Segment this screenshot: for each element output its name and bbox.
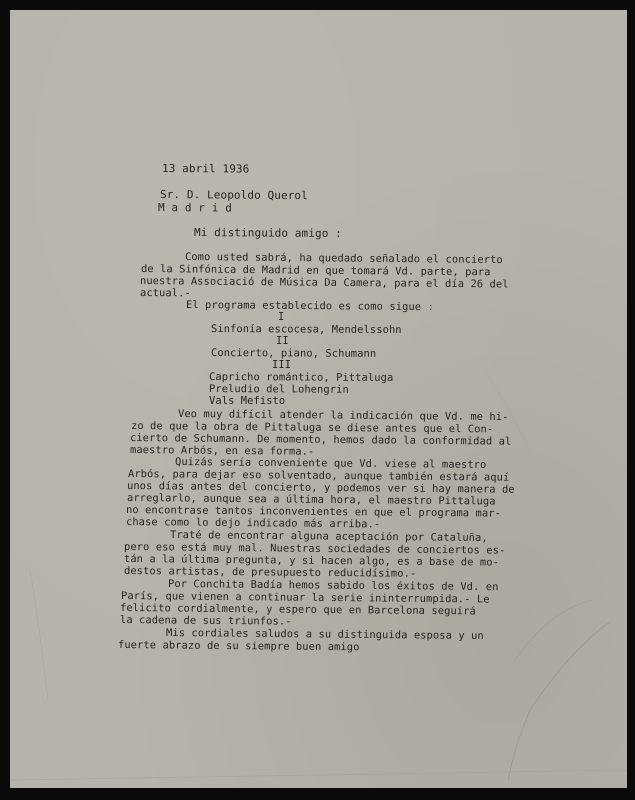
body-line: actual.-: [139, 287, 191, 300]
body-line: arreglarlo, aunque sea a última hora, el maestro Pittaluga: [126, 492, 496, 508]
body-line: de la Sinfónica de Madrid en que tomará Vd. parte, para: [140, 263, 491, 279]
letter-date: 13 abril 1936: [161, 162, 250, 176]
body-line: zo de que la obra de Pittaluga se diese antes que el Con-: [130, 420, 494, 436]
body-line: cierto de Schumann. De momento, hemos dado la conformidad al: [129, 432, 512, 448]
body-line: la cadena de sus triunfos.-: [119, 614, 292, 628]
program-part-numeral: III: [272, 359, 292, 371]
body-line: Arbós, para dejar eso solventado, aunque también estará aquí: [127, 468, 510, 484]
closing-line: fuerte abrazo de su siempre buen amigo: [117, 639, 360, 654]
salutation: Mi distinguido amigo :: [193, 226, 342, 241]
program-item: Capricho romántico, Pittaluga: [208, 371, 394, 384]
body-line: Traté de encontrar alguna aceptación por Cataluña,: [169, 529, 488, 545]
program-item: Concierto, piano, Schumann: [210, 347, 377, 360]
body-line: unos días antes del concierto, y podemos ver si hay manera de: [126, 480, 515, 496]
recipient-city: M a d r i d: [157, 201, 233, 215]
closing-line: Mis cordiales saludos a su distinguida esposa y un: [165, 627, 484, 643]
body-line: chase como lo dejo indicado más arriba.-: [125, 516, 381, 531]
letter-page: [10, 10, 627, 788]
body-line: Veo muy difícil atender la indicación que Vd. me hi-: [177, 408, 509, 424]
body-line: no encontrase tantos inconvenientes en que el programa mar-: [125, 504, 502, 520]
program-part-numeral: II: [276, 335, 289, 347]
program-intro: El programa establecido es como sigue :: [185, 299, 434, 314]
program-item: Sinfonía escocesa, Mendelssohn: [210, 323, 402, 336]
body-line: felicito cordialmente, y espero que en Barcelona seguirá: [119, 602, 476, 618]
program-item: Preludio del Lohengrin: [208, 383, 349, 396]
program-item: Vals Mefisto: [209, 395, 286, 407]
body-line: Por Conchita Badía hemos sabido los éxitos de Vd. en: [167, 578, 499, 594]
recipient-name: Sr. D. Leopoldo Querol: [159, 188, 308, 203]
body-line: Quizás sería conveniente que Vd. viese al maestro: [174, 456, 487, 471]
body-line: maestro Arbós, en esa forma.-: [129, 444, 315, 458]
body-line: nuestra Associació de Música Da Camera, para el día 26 del: [139, 275, 509, 291]
body-line: tán a la última pregunta, y si hacen algo, es a base de mo-: [123, 553, 500, 569]
paper-crease-marks: [10, 10, 627, 788]
program-part-numeral: I: [278, 311, 285, 323]
body-line: París, que vienen a continuar la serie ininterrumpida.- Le: [120, 590, 490, 606]
body-line: destos artistas, de presupuesto reducidísimo.-: [123, 565, 417, 580]
body-line: Como usted sabrá, ha quedado señalado el concierto: [184, 251, 503, 267]
body-line: pero eso está muy mal. Nuestras sociedades de conciertos es-: [123, 541, 506, 557]
